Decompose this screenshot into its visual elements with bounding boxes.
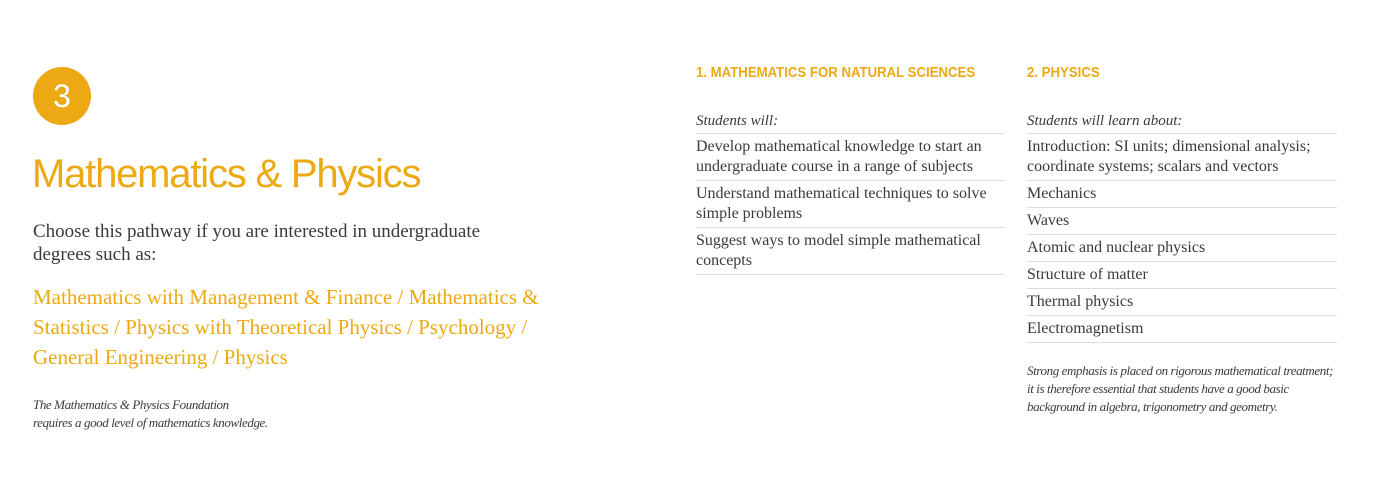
column-heading: 2. PHYSICS bbox=[1027, 64, 1100, 81]
list-item: Atomic and nuclear physics bbox=[1027, 235, 1337, 262]
foundation-footnote bbox=[33, 396, 333, 432]
physics-note: Strong emphasis is placed on rigorous mathematical treatment; it is therefore essential that students have a good basic background in algebra, trigonometry and geometry. bbox=[1027, 363, 1333, 414]
page-title: Mathematics & Physics bbox=[32, 152, 421, 196]
list-item: Thermal physics bbox=[1027, 289, 1337, 316]
column-subheading: Students will learn about: bbox=[1027, 112, 1337, 134]
column-subheading: Students will: bbox=[696, 112, 1004, 134]
column-list bbox=[1027, 134, 1337, 343]
list-item: Mechanics bbox=[1027, 181, 1337, 208]
list-item: Electromagnetism bbox=[1027, 316, 1337, 343]
list-item: Understand mathematical techniques to solve simple problems bbox=[696, 181, 1004, 228]
section-number: 3 bbox=[53, 77, 71, 114]
list-item: Develop mathematical knowledge to start an undergraduate course in a range of subjects bbox=[696, 134, 1004, 181]
intro-text: Choose this pathway if you are interested in undergraduate degrees such as: bbox=[33, 221, 481, 265]
footnote-line-2: requires a good level of mathematics knowledge. bbox=[33, 415, 268, 430]
list-item: Waves bbox=[1027, 208, 1337, 235]
column-physics bbox=[1027, 63, 1337, 416]
column-mathematics bbox=[696, 63, 1004, 275]
list-item: Introduction: SI units; dimensional analysis; coordinate systems; scalars and vectors bbox=[1027, 134, 1337, 181]
column-heading: 1. MATHEMATICS FOR NATURAL SCIENCES bbox=[696, 64, 976, 81]
column-list bbox=[696, 134, 1004, 275]
list-item: Structure of matter bbox=[1027, 262, 1337, 289]
degrees-list: Mathematics with Management & Finance / Mathematics & Statistics / Physics with Theoretical Physics / Psychology / General Engineering / Physics bbox=[33, 285, 539, 369]
section-number-badge bbox=[33, 67, 91, 125]
list-item: Suggest ways to model simple mathematical concepts bbox=[696, 228, 1004, 275]
footnote-line-1: The Mathematics & Physics Foundation bbox=[33, 397, 229, 412]
